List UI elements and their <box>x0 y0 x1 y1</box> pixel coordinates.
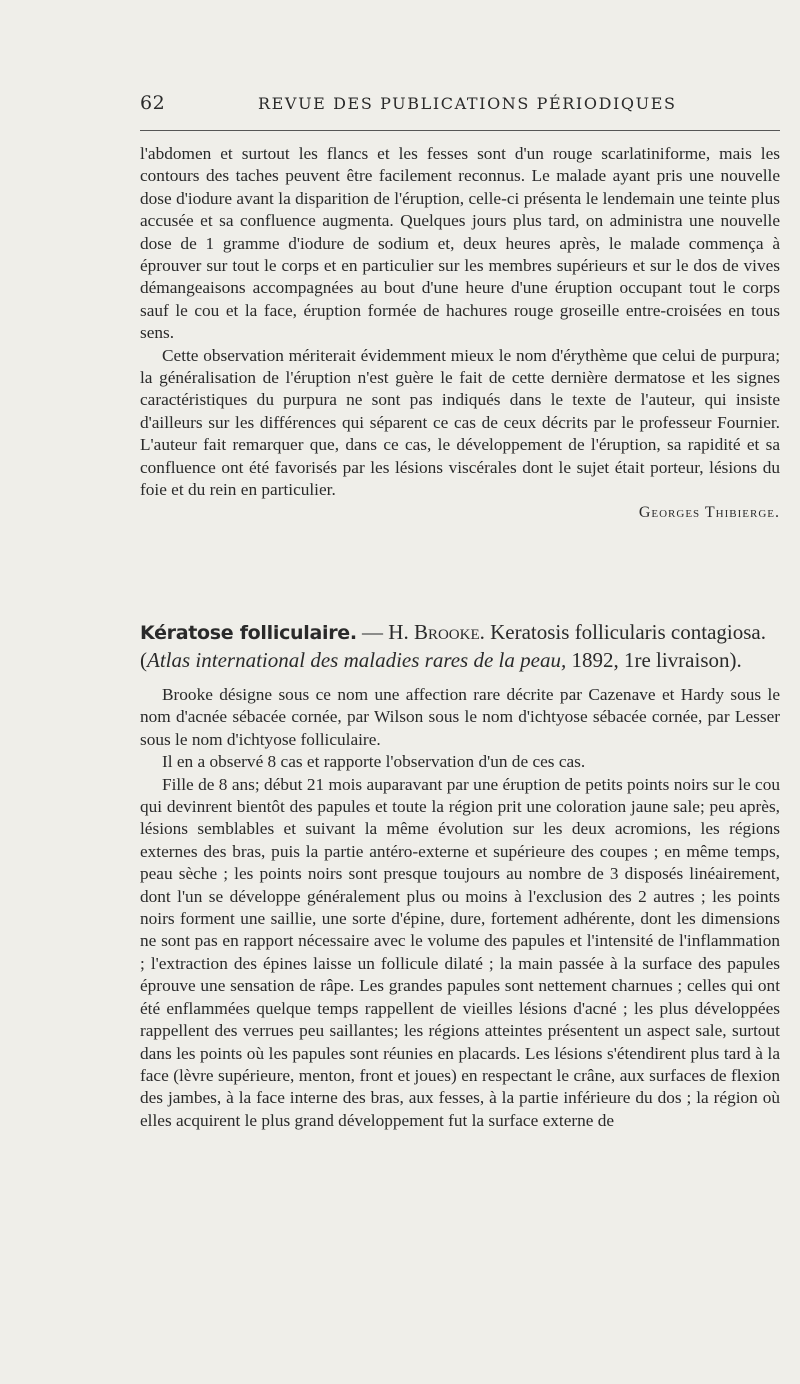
paragraph: Cette observation mériterait évidemment mieux le nom d'érythème que celui de purpura; la généralisation de l'éruption n'est guère le fait de cette dernière dermatose et les signes caractéristiques du purpura ne sont pas indiqués dans le texte de l'auteur, qui insiste d'ailleurs sur les différences qui séparent ce cas de ceux décrits par le professeur Fournier. L'auteur fait remarquer que, dans ce cas, le développement de l'éruption, sa rapidité et sa confluence ont été favorisés par les lésions viscérales dont le sujet était porteur, lésions du foie et du rein en particulier. <box>140 345 780 500</box>
heading-dash: — <box>356 620 389 644</box>
paragraph: l'abdomen et surtout les flancs et les fesses sont d'un rouge scarlatiniforme, mais les contours des taches peuvent être facilement reconnus. Le malade ayant pris une nouvelle dose d'iodure avant la disparition de l'éruption, celle-ci présenta le lendemain une teinte plus accusée et sa confluence augmenta. Quelques jours plus tard, on administra une nouvelle dose de 1 gramme d'iodure de sodium et, deux heures après, le malade commença à éprouver sur tout le corps et en particulier sur les membres supérieurs et sur le dos de vives démangeaisons accompagnées au bout d'une heure d'une éruption occupant tout le corps sauf le cou et la face, éruption formée de hachures rouge groseille entre-croisées en tous sens. <box>140 144 780 343</box>
article-heading: Kératose folliculaire. <box>140 622 357 644</box>
paragraph: Brooke désigne sous ce nom une affection rare décrite par Cazenave et Hardy sous le nom d'acnée sébacée cornée, par Wilson sous le nom d'ichtyose sébacée cornée, par Lesser sous le nom d'ichtyose folliculaire. <box>140 685 780 749</box>
paragraph: Il en a observé 8 cas et rapporte l'observation d'un de ces cas. <box>162 752 586 772</box>
previous-article-text <box>140 143 780 524</box>
article-title: Keratosis follicularis contagiosa. ( <box>140 620 766 672</box>
running-title: REVUE DES PUBLICATIONS PÉRIODIQUES <box>258 94 677 113</box>
paragraph: Fille de 8 ans; début 21 mois auparavant par une éruption de petits points noirs sur le cou qui devinrent bientôt des papules et toute la région prit une coloration jaune sale; peu après, lésions semblables et suivant la même évolution sur les deux acromions, les régions externes des bras, puis la partie antéro-externe et supérieure des coupes ; en même temps, peau sèche ; les points noirs sont presque toujours au nombre de 3 disposés linéairement, dont l'un se développe généralement plus ou moins à l'exclusion des 2 autres ; les points noirs forment une saillie, une sorte d'épine, dure, fortement adhérente, dont les dimensions ne sont pas en rapport nécessaire avec le volume des papules et l'intensité de l'inflammation ; l'extraction des épines laisse un follicule dilaté ; la main passée à la surface des papules éprouve une sensation de râpe. Les grandes papules sont nettement charnues ; celles qui ont été enflammées quelque temps rappellent de vieilles lésions d'acné ; les plus développées rappellent des verrues peu saillantes; les régions atteintes présentent un aspect sale, surtout dans les points où les papules sont réunies en placards. Les lésions s'étendirent plus tard à la face (lèvre supérieure, menton, front et joues) en respectant le crâne, aux surfaces de flexion des jambes, à la face interne des bras, aux fesses, à la partie inférieure du dos ; la région où elles acquirent le plus grand développement fut la surface externe de <box>140 774 780 1130</box>
journal-name: Atlas international des maladies rares de la peau, <box>147 648 567 672</box>
journal-issue: 1892, 1re livraison). <box>566 648 742 672</box>
page-number: 62 <box>140 92 166 114</box>
header-rule <box>140 130 780 131</box>
article-body <box>140 684 780 1132</box>
article-author: H. Brooke. <box>388 620 485 644</box>
author-signature: Georges Thibierge. <box>638 503 780 521</box>
page-header <box>140 92 780 120</box>
article-heading-line <box>140 619 780 674</box>
article-keratose <box>140 619 780 1132</box>
